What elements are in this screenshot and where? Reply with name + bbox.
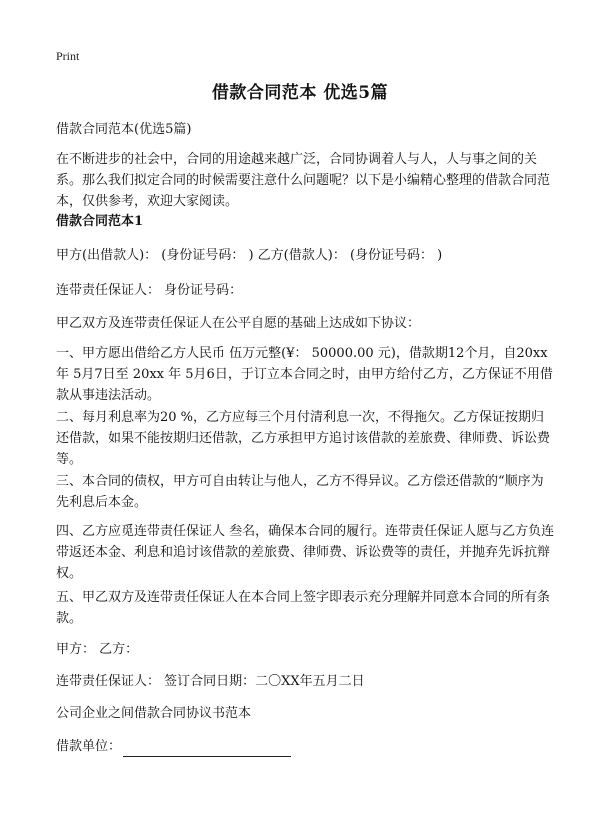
- agreement-line: 甲乙双方及连带责任保证人在公平自愿的基础上达成如下协议：: [56, 316, 421, 331]
- intro-paragraph: 在不断进步的社会中，合同的用途越来越广泛，合同协调着人与人，人与事之间的关系。那么我们拟定合同的时候需要注意什么问题呢？以下是小编精心整理的借款合同范本，仅供参考，欢迎大家阅读。: [56, 152, 551, 209]
- parties-line: 甲方(出借款人)： (身份证号码： ) 乙方(借款人)： (身份证号码： ): [56, 248, 443, 263]
- clause-3: 三、本合同的债权，甲方可自由转让与他人，乙方不得异议。乙方偿还借款的“顺序为先利息后本金。: [56, 474, 544, 510]
- sign-guarantor-date-line: 连带责任保证人： 签订合同日期：二〇XX年五月二日: [56, 674, 365, 689]
- document-subtitle: 借款合同范本(优选5篇): [56, 122, 192, 137]
- borrower-unit-line: [56, 736, 556, 757]
- next-contract-title: 公司企业之间借款合同协议书范本: [56, 706, 252, 721]
- clause-5: 五、甲乙双方及连带责任保证人在本合同上签字即表示充分理解并同意本合同的所有条款。: [56, 590, 551, 626]
- section-heading: 借款合同范本1: [56, 214, 144, 229]
- sign-parties-line: 甲方： 乙方：: [56, 642, 139, 657]
- clause-2: 二、每月利息率为20 %，乙方应每三个月付清利息一次，不得拖欠。乙方保证按期归还借款，如果不能按期归还借款，乙方承担甲方追讨该借款的差旅费、律师费、诉讼费等。: [56, 410, 551, 467]
- print-label: Print: [56, 49, 80, 63]
- guarantor-line: 连带责任保证人： 身份证号码：: [56, 283, 243, 298]
- clause-4: 四、乙方应觅连带责任保证人 叁名，确保本合同的履行。连带责任保证人愿与乙方负连带返还本金、利息和追讨该借款的差旅费、律师费、诉讼费等的责任，并抛弃先诉抗辩权。: [56, 524, 555, 581]
- borrower-unit-label: 借款单位：: [56, 739, 122, 754]
- borrower-unit-blank: [123, 742, 291, 757]
- document-title: 借款合同范本 优选5篇: [211, 83, 389, 103]
- clause-1: 一、甲方愿出借给乙方人民币 伍万元整(¥： 50000.00 元)，借款期12个月，自20xx 年 5月7日至 20xx 年 5月6日，于订立本合同之时，由甲方给付乙方，乙方保证不用借款从事违法活动。: [56, 346, 553, 403]
